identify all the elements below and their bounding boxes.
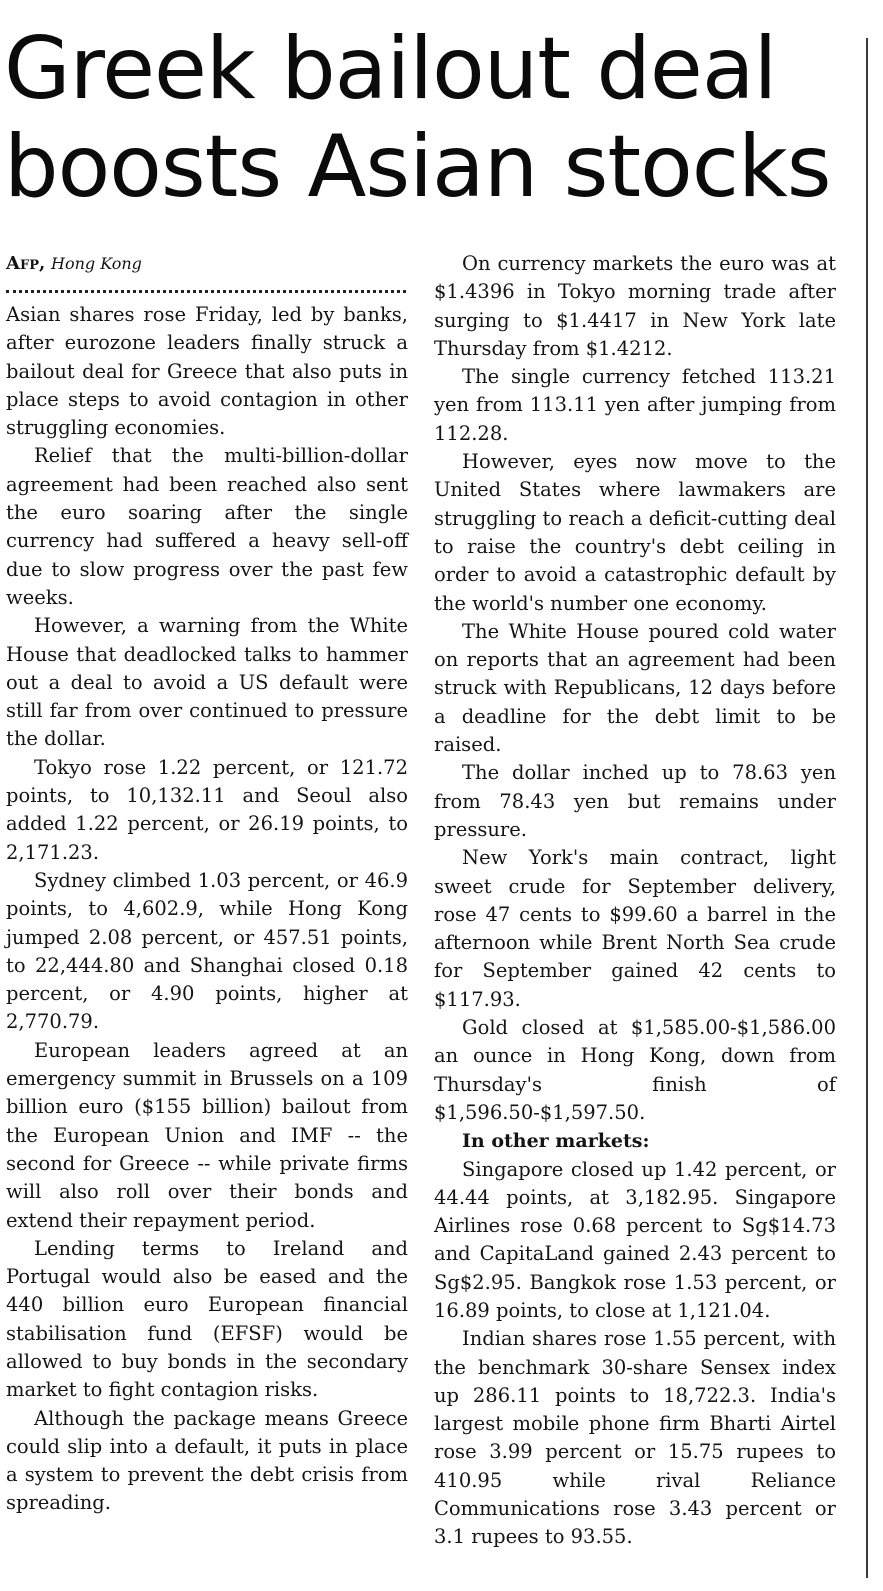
column-rule	[866, 38, 868, 1578]
paragraph: European leaders agreed at an emergency summit in Brussels on a 109 billion euro ($155 billion) bailout from the European Union and IMF -- the second for Greece -- while private firms will also roll over their bonds and extend their repayment period.	[6, 1038, 408, 1232]
subhead: In other markets:	[462, 1130, 650, 1153]
paragraph: The White House poured cold water on reports that an agreement had been struck with Republicans, 12 days before a deadline for the debt limit to be raised.	[434, 619, 836, 757]
paragraph: Sydney climbed 1.03 percent, or 46.9 points, to 4,602.9, while Hong Kong jumped 2.08 percent, or 457.51 points, to 22,444.80 and Shanghai closed 0.18 percent, or 4.90 points, higher at 2,770.79.	[6, 868, 408, 1034]
paragraph: However, a warning from the White House that deadlocked talks to hammer out a deal to avoid a US default were still far from over continued to pressure the dollar.	[6, 614, 408, 751]
paragraph: Tokyo rose 1.22 percent, or 121.72 points, to 10,132.11 and Seoul also added 1.22 percent, or 26.19 points, to 2,171.23.	[6, 755, 408, 864]
paragraph: On currency markets the euro was at $1.4396 in Tokyo morning trade after surging to $1.4417 in New York late Thursday from $1.4212.	[434, 252, 836, 360]
paragraph: However, eyes now move to the United States where lawmakers are struggling to reach a deficit-cutting deal to raise the country's debt ceiling in order to avoid a catastrophic default by the world's number one economy.	[434, 450, 836, 615]
paragraph: Although the package means Greece could slip into a default, it puts in place a system to prevent the debt crisis from spreading.	[6, 1406, 408, 1515]
paragraph: Singapore closed up 1.42 percent, or 44.44 points, at 3,182.95. Singapore Airlines rose 0.68 percent to Sg$14.73 and CapitaLand gained 2.43 percent to Sg$2.95. Bangkok rose 1.53 percent, or 16.89 points, to close at 1,121.04.	[434, 1157, 836, 1322]
paragraph: Asian shares rose Friday, led by banks, after eurozone leaders finally struck a bailout deal for Greece that also puts in place steps to avoid contagion in other struggling economies.	[6, 303, 408, 440]
right-column	[434, 250, 836, 1552]
paragraph: Indian shares rose 1.55 percent, with the benchmark 30-share Sensex index up 286.11 points to 18,722.3. India's largest mobile phone firm Bharti Airtel rose 3.99 percent or 15.75 rupees to 410.95 while rival Reliance Communications rose 3.43 percent or 3.1 rupees to 93.55.	[434, 1327, 836, 1549]
dotted-divider	[6, 276, 406, 293]
left-column	[6, 250, 408, 1518]
paragraph: Gold closed at $1,585.00-$1,586.00 an ounce in Hong Kong, down from Thursday's finish of $1,596.50-$1,597.50.	[434, 1016, 836, 1124]
paragraph: The dollar inched up to 78.63 yen from 78.43 yen but remains under pressure.	[434, 761, 836, 841]
paragraph: Lending terms to Ireland and Portugal would also be eased and the 440 billion euro European financial stabilisation fund (EFSF) would be allowed to buy bonds in the secondary market to fight contagion risks.	[6, 1236, 408, 1402]
headline: Greek bailout deal boosts Asian stocks	[4, 19, 831, 217]
byline-dateline: Hong Kong	[50, 254, 142, 273]
paragraph: New York's main contract, light sweet crude for September delivery, rose 47 cents to $99.60 a barrel in the afternoon while Brent North Sea crude for September gained 42 cents to $117.93.	[434, 846, 836, 1011]
byline-agency: Afp,	[6, 253, 46, 274]
paragraph: Relief that the multi-billion-dollar agreement had been reached also sent the euro soaring after the single currency had suffered a heavy sell-off due to slow progress over the past few weeks.	[6, 444, 408, 609]
paragraph: The single currency fetched 113.21 yen from 113.11 yen after jumping from 112.28.	[434, 365, 836, 445]
